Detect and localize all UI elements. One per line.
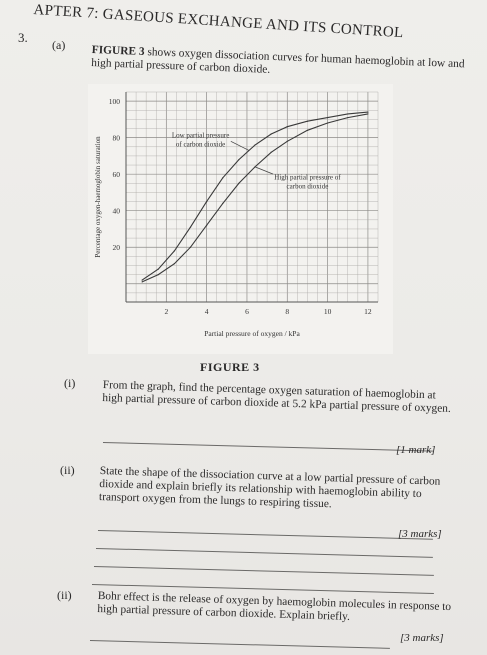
data-point <box>206 225 207 226</box>
chapter-header: APTER 7: GASEOUS EXCHANGE AND ITS CONTROL <box>32 2 404 42</box>
answer-line <box>103 442 433 452</box>
subq-i-label: (i) <box>64 376 76 390</box>
data-point <box>307 121 308 122</box>
data-point <box>347 117 348 118</box>
data-point <box>158 274 159 275</box>
data-point <box>158 269 159 270</box>
question-number: 3. <box>18 30 28 45</box>
y-tick-label: 80 <box>112 133 120 143</box>
chart-container <box>88 84 393 354</box>
annotation-low-co2: of carbon dioxide <box>175 140 226 149</box>
annotation-high-co2: High partial pressure of <box>274 173 341 182</box>
y-axis-label: Percentage oxygen-haemoglobin saturation <box>94 136 102 258</box>
subq-iii-text: Bohr effect is the release of oxygen by haemoglobin molecules in response to high partial pressure of carbon dioxide. Explain briefly. <box>97 590 452 623</box>
data-point <box>271 152 272 153</box>
leader-line <box>255 167 273 174</box>
figure-intro <box>91 44 467 84</box>
data-point <box>190 227 191 228</box>
data-point <box>271 133 272 134</box>
annotation-high-co2: carbon dioxide <box>286 182 329 191</box>
figure-caption: FIGURE 3 <box>200 360 260 374</box>
data-point <box>190 247 191 248</box>
data-point <box>307 130 308 131</box>
answer-line <box>96 548 433 558</box>
answer-line <box>90 640 390 649</box>
leader-line <box>231 141 249 150</box>
x-tick-label: 4 <box>204 307 209 316</box>
data-point <box>287 126 288 127</box>
y-tick-label: 100 <box>108 97 120 107</box>
data-point <box>367 113 368 114</box>
y-tick-label: 20 <box>112 243 120 253</box>
data-point <box>142 281 143 282</box>
subq-ii-label: (ii) <box>60 463 75 477</box>
data-point <box>287 141 288 142</box>
data-point <box>238 159 239 160</box>
x-tick-label: 10 <box>323 307 332 316</box>
data-point <box>222 177 223 178</box>
subq-ii-text: State the shape of the dissociation curve at a low partial pressure of carbon dioxide and explain briefly its relationship with haemoglobin ability to transport oxygen from the lungs to respiring tissue. <box>98 465 441 511</box>
y-tick-label: 60 <box>112 170 120 180</box>
part-label: (a) <box>52 38 66 52</box>
data-point <box>254 144 255 145</box>
data-point <box>222 203 223 204</box>
data-point <box>347 113 348 114</box>
data-point <box>327 122 328 123</box>
subq-i-text: From the graph, find the percentage oxygen saturation of haemoglobin at high partial pressure of carbon dioxide at 5.2 kPa partial pressure of oxygen. <box>102 379 451 415</box>
x-axis-label: Partial pressure of oxygen / kPa <box>204 329 300 338</box>
data-point <box>327 117 328 118</box>
answer-line <box>94 566 434 576</box>
x-tick-label: 2 <box>164 307 169 316</box>
subq-iii-marks: [3 marks] <box>400 632 444 644</box>
y-tick-label: 40 <box>112 206 120 216</box>
subq-i-marks: [1 mark] <box>396 444 436 456</box>
data-point <box>238 183 239 184</box>
figure-ref: FIGURE 3 <box>91 44 145 59</box>
x-tick-label: 12 <box>364 307 372 316</box>
subq-ii-marks: [3 marks] <box>398 528 442 540</box>
x-tick-label: 6 <box>245 307 249 316</box>
answer-line <box>98 530 433 540</box>
subq-iii-label: (ii) <box>57 588 72 602</box>
data-point <box>206 201 207 202</box>
data-point <box>174 250 175 251</box>
data-point <box>174 263 175 264</box>
annotation-low-co2: Low partial pressure <box>171 131 230 140</box>
x-tick-label: 8 <box>285 307 290 316</box>
data-point <box>142 279 143 280</box>
data-point <box>367 111 368 112</box>
dissociation-chart <box>88 84 393 354</box>
intro-text: shows oxygen dissociation curves for human haemoglobin at low and high partial pressure of carbon dioxide. <box>91 46 465 76</box>
